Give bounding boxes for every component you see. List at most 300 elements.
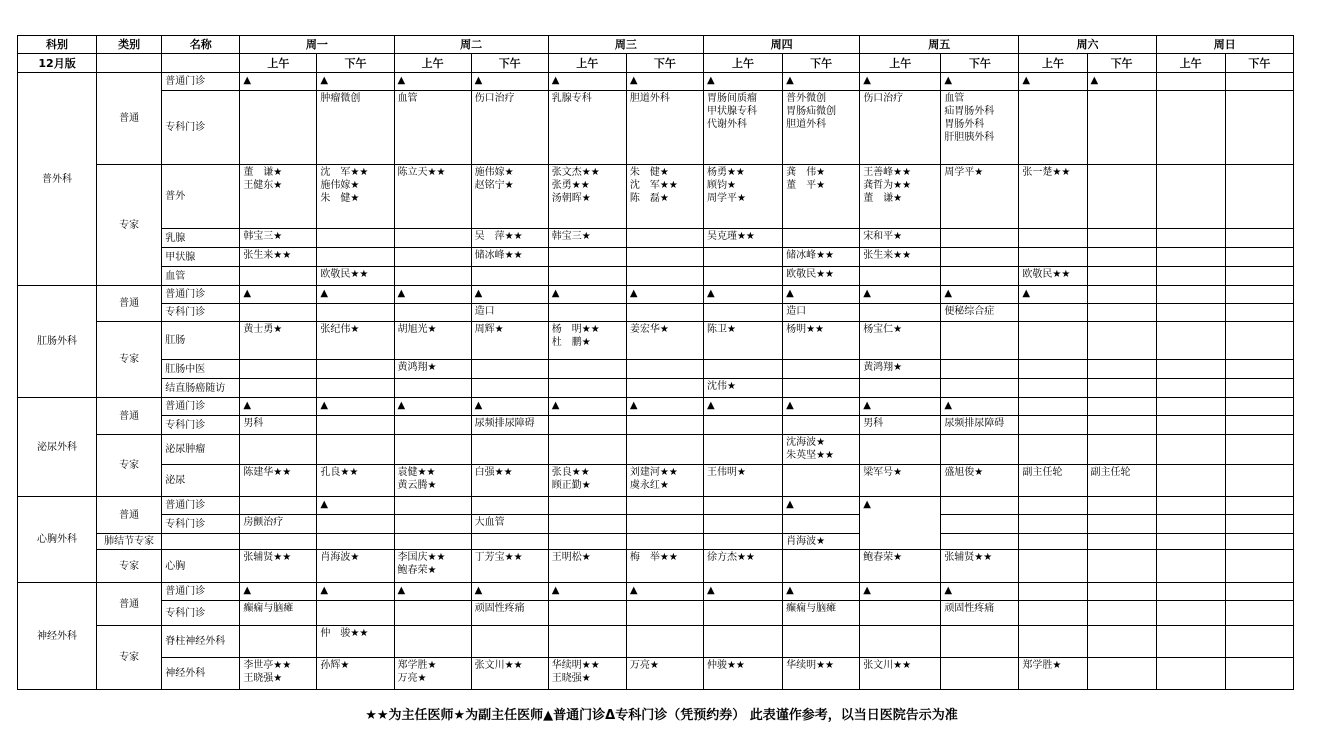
slot-mon-pm: 欧敬民★★ — [317, 267, 394, 286]
slot-sun-am — [1156, 248, 1225, 267]
slot-fri-am: 梁军号★ — [860, 465, 941, 497]
header-row-days — [18, 36, 1294, 54]
slot-fri-pm — [941, 658, 1019, 690]
slot-mon-pm: 张纪伟★ — [317, 322, 394, 360]
slot-wed-am — [548, 379, 626, 398]
clinic-name-cell: 乳腺 — [162, 229, 240, 248]
slot-tue-pm: 丁芳宝★★ — [471, 550, 548, 583]
slot-tue-pm: 大血管 — [471, 515, 548, 534]
slot-tue-am — [394, 534, 471, 550]
slot-sun-pm — [1225, 601, 1293, 626]
schedule-row — [18, 583, 1294, 601]
slot-wed-am — [548, 601, 626, 626]
slot-sat-pm — [1087, 165, 1156, 229]
slot-fri-pm — [941, 515, 1019, 534]
slot-thu-am — [703, 534, 782, 550]
slot-fri-am: 鲍春荣★ — [860, 550, 941, 583]
slot-sun-am — [1156, 583, 1225, 601]
slot-thu-am: 杨勇★★ 顾钧★ 周学平★ — [703, 165, 782, 229]
slot-sat-pm: ▲ — [1087, 73, 1156, 91]
slot-tue-pm — [471, 379, 548, 398]
slot-sat-am: 欧敬民★★ — [1019, 267, 1087, 286]
header-row-halfdays — [18, 54, 1294, 73]
slot-sat-am — [1019, 248, 1087, 267]
slot-thu-pm: ▲ — [783, 73, 860, 91]
slot-tue-am — [394, 229, 471, 248]
schedule-row — [18, 534, 1294, 550]
slot-thu-pm — [783, 550, 860, 583]
day-header-thu: 周四 — [703, 36, 859, 54]
slot-fri-pm: 盛旭俊★ — [941, 465, 1019, 497]
slot-wed-pm — [626, 304, 703, 322]
slot-fri-pm: 顽固性疼痛 — [941, 601, 1019, 626]
slot-sun-pm — [1225, 360, 1293, 379]
slot-tue-pm: 白强★★ — [471, 465, 548, 497]
clinic-name-cell: 专科门诊 — [162, 91, 240, 165]
slot-thu-pm: 造口 — [783, 304, 860, 322]
slot-fri-pm — [941, 229, 1019, 248]
slot-thu-pm: 癫痫与脑瘫 — [783, 601, 860, 626]
slot-sat-am: 副主任轮 — [1019, 465, 1087, 497]
slot-wed-am: ▲ — [548, 583, 626, 601]
slot-mon-pm: ▲ — [317, 73, 394, 91]
slot-wed-pm: 胆道外科 — [626, 91, 703, 165]
col-dept-header: 科别 — [18, 36, 97, 54]
slot-thu-am: ▲ — [703, 398, 782, 416]
slot-wed-pm: ▲ — [626, 583, 703, 601]
slot-mon-am: 李世亭★★ 王晓强★ — [240, 658, 317, 690]
day-header-mon: 周一 — [240, 36, 394, 54]
slot-wed-pm — [626, 534, 703, 550]
slot-sun-am — [1156, 416, 1225, 435]
slot-sat-am — [1019, 379, 1087, 398]
slot-tue-pm — [471, 626, 548, 658]
slot-sun-am — [1156, 91, 1225, 165]
slot-wed-am: 华续明★★ 王晓强★ — [548, 658, 626, 690]
slot-tue-am — [394, 626, 471, 658]
day-header-fri: 周五 — [860, 36, 1019, 54]
slot-sun-am — [1156, 534, 1225, 550]
slot-mon-pm: 孔良★★ — [317, 465, 394, 497]
slot-mon-am: 黄士勇★ — [240, 322, 317, 360]
slot-mon-am: 房颤治疗 — [240, 515, 317, 534]
slot-thu-pm: 华续明★★ — [783, 658, 860, 690]
slot-sat-am — [1019, 583, 1087, 601]
slot-thu-pm: 沈海波★ 朱英坚★★ — [783, 435, 860, 465]
slot-sun-am — [1156, 398, 1225, 416]
slot-wed-am — [548, 360, 626, 379]
slot-sun-am — [1156, 515, 1225, 534]
slot-wed-pm: 万亮★ — [626, 658, 703, 690]
schedule-row — [18, 435, 1294, 465]
clinic-type-cell: 普通 — [97, 73, 162, 165]
slot-sat-pm — [1087, 435, 1156, 465]
slot-thu-am: 王伟明★ — [703, 465, 782, 497]
slot-wed-am: ▲ — [548, 286, 626, 304]
slot-tue-am: ▲ — [394, 583, 471, 601]
slot-sun-pm — [1225, 286, 1293, 304]
slot-sun-am — [1156, 497, 1225, 515]
slot-sun-pm — [1225, 398, 1293, 416]
empty-header-cell — [162, 54, 240, 73]
slot-tue-pm: ▲ — [471, 583, 548, 601]
slot-mon-am: 韩宝三★ — [240, 229, 317, 248]
col-type-header: 类别 — [97, 36, 162, 54]
slot-thu-pm — [783, 515, 860, 534]
slot-mon-am: ▲ — [240, 583, 317, 601]
slot-mon-pm — [317, 304, 394, 322]
slot-sun-am — [1156, 322, 1225, 360]
edition-label: 12月版 — [18, 54, 97, 73]
slot-sat-am — [1019, 322, 1087, 360]
slot-thu-am: 徐方杰★★ — [703, 550, 782, 583]
slot-thu-pm: 肖海波★ — [783, 534, 860, 550]
clinic-name-cell: 甲状腺 — [162, 248, 240, 267]
clinic-type-cell: 普通 — [97, 583, 162, 626]
pm-header: 下午 — [317, 54, 394, 73]
slot-wed-pm — [626, 515, 703, 534]
department-cell: 肛肠外科 — [18, 286, 97, 398]
clinic-name-cell: 肛肠中医 — [162, 360, 240, 379]
slot-fri-pm — [941, 248, 1019, 267]
slot-wed-pm — [626, 379, 703, 398]
slot-fri-am: ▲ — [860, 497, 941, 550]
slot-thu-pm: 储冰峰★★ — [783, 248, 860, 267]
slot-thu-pm: ▲ — [783, 398, 860, 416]
slot-thu-am — [703, 248, 782, 267]
slot-sun-am — [1156, 286, 1225, 304]
slot-tue-am: 郑学胜★ 万亮★ — [394, 658, 471, 690]
slot-wed-pm — [626, 229, 703, 248]
slot-fri-am: ▲ — [860, 286, 941, 304]
slot-wed-am — [548, 534, 626, 550]
slot-wed-pm: ▲ — [626, 286, 703, 304]
slot-thu-am — [703, 601, 782, 626]
slot-wed-am: ▲ — [548, 398, 626, 416]
slot-sun-pm — [1225, 248, 1293, 267]
slot-tue-pm: ▲ — [471, 398, 548, 416]
slot-thu-am — [703, 267, 782, 286]
slot-sun-am — [1156, 435, 1225, 465]
slot-wed-pm — [626, 416, 703, 435]
slot-mon-pm: ▲ — [317, 398, 394, 416]
clinic-name-cell: 肛肠 — [162, 322, 240, 360]
pm-header: 下午 — [941, 54, 1019, 73]
am-header: 上午 — [1156, 54, 1225, 73]
pm-header: 下午 — [626, 54, 703, 73]
slot-thu-pm: 普外微创 胃肠疝微创 胆道外科 — [783, 91, 860, 165]
slot-tue-am — [394, 248, 471, 267]
schedule-row — [18, 379, 1294, 398]
slot-tue-am — [394, 416, 471, 435]
clinic-name-cell: 普外 — [162, 165, 240, 229]
clinic-name-cell: 泌尿肿瘤 — [162, 435, 240, 465]
slot-mon-pm: 仲 骏★★ — [317, 626, 394, 658]
slot-mon-am — [240, 91, 317, 165]
slot-sat-pm — [1087, 91, 1156, 165]
slot-fri-pm — [941, 626, 1019, 658]
slot-fri-pm: 便秘综合症 — [941, 304, 1019, 322]
schedule-row — [18, 658, 1294, 690]
slot-sat-pm — [1087, 601, 1156, 626]
slot-sat-pm — [1087, 626, 1156, 658]
slot-tue-pm: ▲ — [471, 286, 548, 304]
slot-mon-am: 董 谦★ 王健东★ — [240, 165, 317, 229]
slot-fri-am — [860, 435, 941, 465]
slot-tue-pm — [471, 497, 548, 515]
day-header-sat: 周六 — [1019, 36, 1156, 54]
slot-wed-am: 乳腺专科 — [548, 91, 626, 165]
slot-sun-am — [1156, 465, 1225, 497]
slot-sat-am — [1019, 360, 1087, 379]
clinic-name-cell: 专科门诊 — [162, 515, 240, 534]
slot-mon-am — [240, 534, 317, 550]
clinic-name-cell: 专科门诊 — [162, 601, 240, 626]
am-header: 上午 — [703, 54, 782, 73]
slot-thu-pm — [783, 465, 860, 497]
slot-mon-pm: ▲ — [317, 583, 394, 601]
slot-tue-am — [394, 379, 471, 398]
schedule-row — [18, 398, 1294, 416]
slot-tue-am: 陈立天★★ — [394, 165, 471, 229]
slot-fri-pm — [941, 379, 1019, 398]
slot-tue-pm: 施伟嫁★ 赵铭宁★ — [471, 165, 548, 229]
slot-sat-pm — [1087, 583, 1156, 601]
slot-thu-am — [703, 360, 782, 379]
slot-wed-pm: 朱 健★ 沈 军★★ 陈 磊★ — [626, 165, 703, 229]
schedule-row — [18, 304, 1294, 322]
slot-sun-pm — [1225, 583, 1293, 601]
slot-thu-am: ▲ — [703, 73, 782, 91]
clinic-type-cell: 普通 — [97, 497, 162, 534]
slot-wed-pm: ▲ — [626, 398, 703, 416]
slot-thu-am — [703, 416, 782, 435]
slot-sat-pm — [1087, 304, 1156, 322]
schedule-row — [18, 165, 1294, 229]
slot-mon-am — [240, 379, 317, 398]
slot-thu-pm — [783, 360, 860, 379]
clinic-name-cell: 结直肠癌随访 — [162, 379, 240, 398]
slot-fri-pm: ▲ — [941, 583, 1019, 601]
slot-sun-pm — [1225, 497, 1293, 515]
slot-sat-am — [1019, 435, 1087, 465]
clinic-type-cell: 专家 — [97, 550, 162, 583]
slot-mon-am — [240, 360, 317, 379]
slot-mon-am: 张辅贤★★ — [240, 550, 317, 583]
slot-mon-pm — [317, 534, 394, 550]
slot-thu-am: ▲ — [703, 286, 782, 304]
schedule-row — [18, 248, 1294, 267]
day-header-wed: 周三 — [548, 36, 703, 54]
clinic-name-cell: 专科门诊 — [162, 304, 240, 322]
slot-tue-am: ▲ — [394, 398, 471, 416]
slot-sat-pm — [1087, 398, 1156, 416]
slot-sun-pm — [1225, 534, 1293, 550]
slot-fri-am: 杨宝仁★ — [860, 322, 941, 360]
slot-fri-am: 黄鸿翔★ — [860, 360, 941, 379]
slot-mon-pm — [317, 416, 394, 435]
slot-fri-pm: 张辅贤★★ — [941, 550, 1019, 583]
slot-fri-pm — [941, 360, 1019, 379]
clinic-name-cell: 泌尿 — [162, 465, 240, 497]
slot-sun-am — [1156, 304, 1225, 322]
slot-thu-pm: 欧敬民★★ — [783, 267, 860, 286]
slot-tue-pm: 顽固性疼痛 — [471, 601, 548, 626]
slot-sat-am — [1019, 229, 1087, 248]
slot-thu-am: 陈卫★ — [703, 322, 782, 360]
slot-thu-am: 胃肠间质瘤 甲状腺专科 代谢外科 — [703, 91, 782, 165]
slot-mon-pm — [317, 435, 394, 465]
am-header: 上午 — [394, 54, 471, 73]
slot-sun-pm — [1225, 550, 1293, 583]
slot-tue-pm: ▲ — [471, 73, 548, 91]
slot-mon-am — [240, 304, 317, 322]
slot-sat-pm — [1087, 534, 1156, 550]
schedule-row — [18, 416, 1294, 435]
slot-thu-pm: ▲ — [783, 583, 860, 601]
department-cell: 泌尿外科 — [18, 398, 97, 497]
slot-tue-am — [394, 497, 471, 515]
slot-sat-pm — [1087, 515, 1156, 534]
slot-wed-am — [548, 497, 626, 515]
slot-fri-am — [860, 601, 941, 626]
slot-wed-am — [548, 515, 626, 534]
slot-tue-pm: 张文川★★ — [471, 658, 548, 690]
slot-sat-pm — [1087, 497, 1156, 515]
schedule-row — [18, 497, 1294, 515]
slot-sat-am: ▲ — [1019, 73, 1087, 91]
slot-wed-am: ▲ — [548, 73, 626, 91]
slot-mon-am: ▲ — [240, 398, 317, 416]
slot-sat-am — [1019, 398, 1087, 416]
slot-mon-pm: 肖海波★ — [317, 550, 394, 583]
slot-wed-pm: ▲ — [626, 73, 703, 91]
slot-sat-pm — [1087, 229, 1156, 248]
slot-thu-am — [703, 304, 782, 322]
slot-mon-am — [240, 267, 317, 286]
am-header: 上午 — [1019, 54, 1087, 73]
slot-fri-am — [860, 626, 941, 658]
slot-tue-pm: 造口 — [471, 304, 548, 322]
department-cell: 心胸外科 — [18, 497, 97, 583]
clinic-name-cell: 心胸 — [162, 550, 240, 583]
slot-sat-am: 张一楚★★ — [1019, 165, 1087, 229]
schedule-row — [18, 267, 1294, 286]
slot-thu-pm — [783, 229, 860, 248]
slot-fri-am: 张生来★★ — [860, 248, 941, 267]
col-name-header: 名称 — [162, 36, 240, 54]
clinic-type-cell: 专家 — [97, 626, 162, 690]
slot-fri-am — [860, 379, 941, 398]
department-cell: 普外科 — [18, 73, 97, 286]
slot-thu-pm: 杨明★★ — [783, 322, 860, 360]
slot-tue-pm: 吴 萍★★ — [471, 229, 548, 248]
slot-sun-pm — [1225, 658, 1293, 690]
slot-mon-pm: ▲ — [317, 497, 394, 515]
slot-thu-am — [703, 435, 782, 465]
slot-tue-pm: 尿频排尿障碍 — [471, 416, 548, 435]
slot-tue-pm: 储冰峰★★ — [471, 248, 548, 267]
slot-tue-am: 胡旭光★ — [394, 322, 471, 360]
slot-mon-am — [240, 626, 317, 658]
slot-sun-pm — [1225, 229, 1293, 248]
slot-mon-pm: 孙辉★ — [317, 658, 394, 690]
clinic-name-cell: 普通门诊 — [162, 398, 240, 416]
slot-sun-am — [1156, 229, 1225, 248]
slot-fri-am: 宋和平★ — [860, 229, 941, 248]
slot-wed-pm — [626, 435, 703, 465]
clinic-name-cell: 普通门诊 — [162, 497, 240, 515]
slot-sun-pm — [1225, 435, 1293, 465]
clinic-type-cell: 专家 — [97, 322, 162, 398]
slot-wed-am: 张文杰★★ 张勇★★ 汤朝晖★ — [548, 165, 626, 229]
empty-header-cell — [97, 54, 162, 73]
slot-tue-am — [394, 304, 471, 322]
slot-thu-am: 仲骏★★ — [703, 658, 782, 690]
slot-wed-pm — [626, 497, 703, 515]
am-header: 上午 — [548, 54, 626, 73]
clinic-name-cell: 神经外科 — [162, 658, 240, 690]
legend-footnote: ★★为主任医师★为副主任医师▲普通门诊Δ专科门诊（凭预约券） 此表谨作参考，以当日医院告示为准 — [365, 708, 958, 723]
slot-fri-pm — [941, 322, 1019, 360]
slot-sat-pm — [1087, 658, 1156, 690]
schedule-row — [18, 322, 1294, 360]
slot-fri-pm — [941, 497, 1019, 515]
slot-wed-pm: 梅 举★★ — [626, 550, 703, 583]
slot-thu-am — [703, 515, 782, 534]
slot-sun-am — [1156, 73, 1225, 91]
slot-fri-am: 伤口治疗 — [860, 91, 941, 165]
slot-sat-am — [1019, 626, 1087, 658]
slot-mon-am: 癫痫与脑瘫 — [240, 601, 317, 626]
slot-sat-am — [1019, 534, 1087, 550]
schedule-row — [18, 229, 1294, 248]
slot-fri-am: 张文川★★ — [860, 658, 941, 690]
schedule-row — [18, 626, 1294, 658]
slot-tue-am — [394, 601, 471, 626]
slot-wed-am: 张良★★ 顾正勤★ — [548, 465, 626, 497]
pm-header: 下午 — [1225, 54, 1293, 73]
slot-thu-pm: ▲ — [783, 497, 860, 515]
slot-sat-pm — [1087, 416, 1156, 435]
slot-fri-pm: 尿频排尿障碍 — [941, 416, 1019, 435]
schedule-row — [18, 360, 1294, 379]
slot-sat-am — [1019, 601, 1087, 626]
slot-sun-am — [1156, 601, 1225, 626]
slot-sat-am — [1019, 91, 1087, 165]
slot-tue-am — [394, 267, 471, 286]
slot-tue-pm: 周辉★ — [471, 322, 548, 360]
slot-mon-am — [240, 435, 317, 465]
slot-mon-am: 张生来★★ — [240, 248, 317, 267]
slot-fri-am: ▲ — [860, 583, 941, 601]
slot-fri-am: 男科 — [860, 416, 941, 435]
slot-sat-pm — [1087, 379, 1156, 398]
slot-tue-pm — [471, 360, 548, 379]
slot-mon-pm — [317, 360, 394, 379]
schedule-row — [18, 550, 1294, 583]
slot-thu-am: 沈伟★ — [703, 379, 782, 398]
slot-sun-am — [1156, 658, 1225, 690]
slot-sat-am — [1019, 304, 1087, 322]
slot-wed-am — [548, 267, 626, 286]
slot-wed-am — [548, 435, 626, 465]
slot-tue-pm — [471, 435, 548, 465]
slot-mon-pm: 肿瘤微创 — [317, 91, 394, 165]
slot-wed-pm — [626, 626, 703, 658]
day-header-sun: 周日 — [1156, 36, 1293, 54]
slot-thu-pm — [783, 379, 860, 398]
